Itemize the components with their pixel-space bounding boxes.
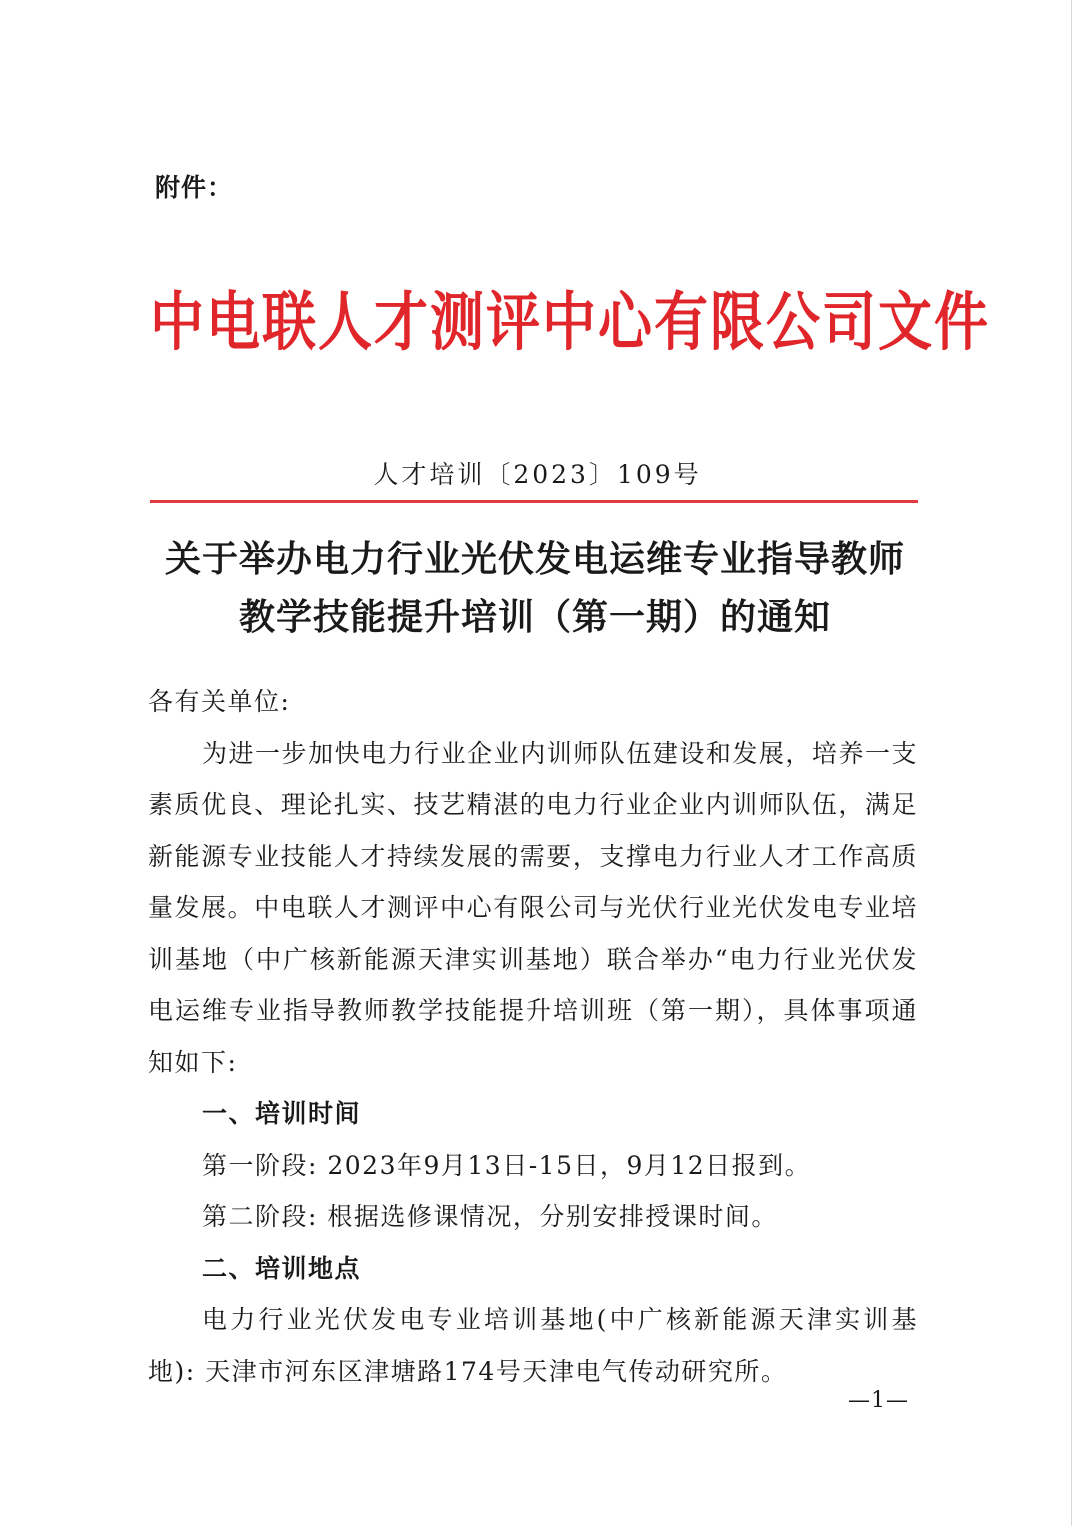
red-divider <box>150 500 918 503</box>
document-number: 人才培训〔2023〕109号 <box>373 460 702 489</box>
section-heading-location: 二、培训地点 <box>202 1253 362 1283</box>
letterhead-title: 中电联人才测评中心有限公司文件 <box>150 283 990 360</box>
attachment-label: 附件： <box>155 173 234 202</box>
notice-title-line2: 教学技能提升培训（第一期）的通知 <box>238 596 831 638</box>
notice-body <box>148 676 918 1397</box>
location-paragraph: 电力行业光伏发电专业培训基地(中广核新能源天津实训基地): 天津市河东区津塘路174号天津电气传动研究所。 <box>148 1305 918 1386</box>
intro-paragraph: 为进一步加快电力行业企业内训师队伍建设和发展，培养一支素质优良、理论扎实、技艺精湛的电力行业企业内训师队伍，满足新能源专业技能人才持续发展的需要，支撑电力行业人才工作高质量发展。中电联人才测评中心有限公司与光伏行业光伏发电专业培训基地（中广核新能源天津实训基地）联合举办“电力行业光伏发电运维专业指导教师教学技能提升培训班（第一期），具体事项通知如下: <box>148 738 918 1077</box>
stage-two-text: 第二阶段: 根据选修课情况，分别安排授课时间。 <box>202 1202 778 1231</box>
notice-title-line1: 关于举办电力行业光伏发电运维专业指导教师 <box>164 538 905 580</box>
salutation: 各有关单位: <box>148 687 291 716</box>
stage-one-text: 第一阶段: 2023年9月13日-15日，9月12日报到。 <box>202 1150 812 1180</box>
section-heading-time: 一、培训时间 <box>202 1099 362 1128</box>
page-edge <box>1071 0 1072 1526</box>
notice-title <box>140 530 930 646</box>
page-number: —1— <box>848 1388 909 1413</box>
